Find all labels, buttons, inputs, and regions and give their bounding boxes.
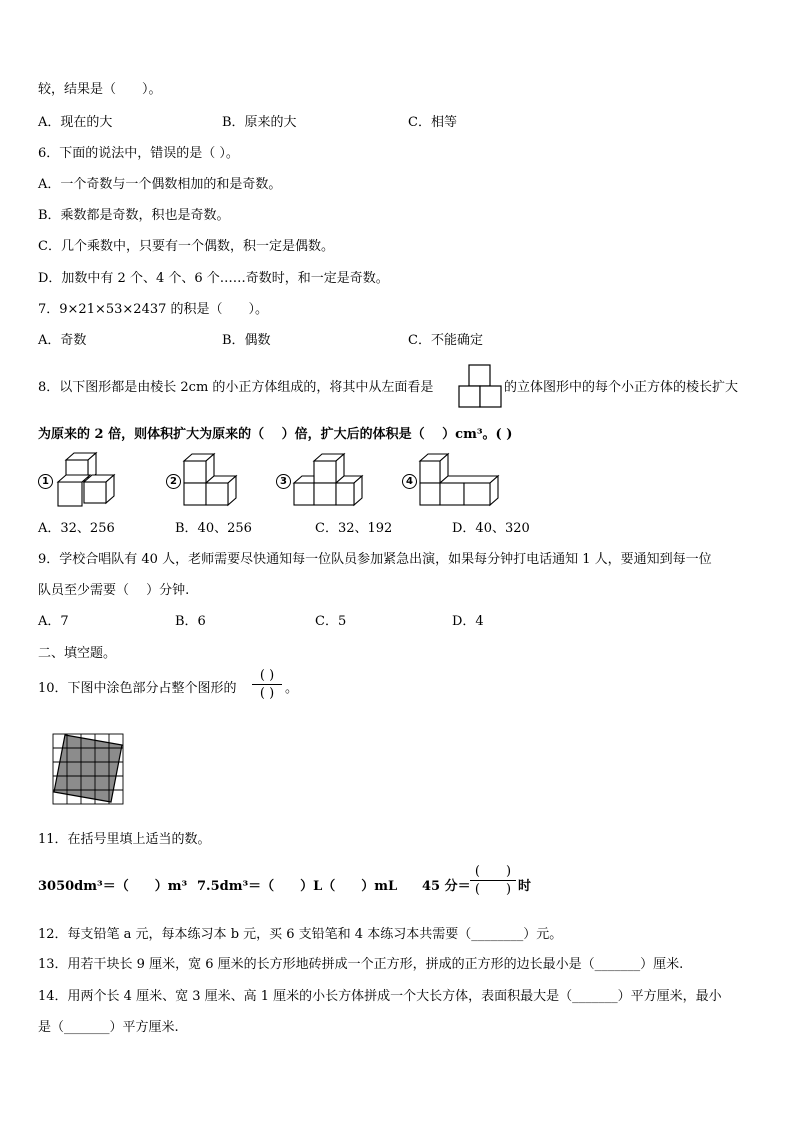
q9-option-c: C．5 xyxy=(315,614,347,629)
q7-stem: 7．9×21×53×2437 的积是（ ）。 xyxy=(38,302,269,317)
q8-option-b: B．40、256 xyxy=(175,521,252,536)
q8-option-c: C．32、192 xyxy=(315,521,393,536)
q10-fraction-denominator: ( ) xyxy=(259,686,275,701)
q14-line1: 14．用两个长 4 厘米、宽 3 厘米、高 1 厘米的小长方体拼成一个大长方体，表面积最大是（_______）平方厘米，最小 xyxy=(38,989,722,1004)
figure-label-1: 1 xyxy=(38,474,53,489)
q9-option-a: A．7 xyxy=(38,614,69,629)
q5-stem-tail: 较，结果是（ ）。 xyxy=(38,82,162,97)
q11-fraction-numerator: ( ) xyxy=(474,864,512,879)
q7-option-c: C．不能确定 xyxy=(408,333,483,348)
q14-line2: 是（_______）平方厘米. xyxy=(38,1020,179,1035)
q6-option-a: A．一个奇数与一个偶数相加的和是奇数。 xyxy=(38,177,282,192)
cube-figure-4 xyxy=(418,452,500,508)
grid-figure xyxy=(52,733,124,805)
q12-text: 12．每支铅笔 a 元，每本练习本 b 元，买 6 支铅笔和 4 本练习本共需要（________）元。 xyxy=(38,927,563,942)
cube-figure-2 xyxy=(182,452,238,508)
fraction-bar xyxy=(470,880,516,881)
left-view-figure xyxy=(458,364,502,410)
q11-fraction-denominator: ( ) xyxy=(474,882,512,897)
cube-figure-1 xyxy=(56,452,116,508)
q5-option-a: A．现在的大 xyxy=(38,115,113,130)
q6-stem: 6．下面的说法中，错误的是（ ）。 xyxy=(38,146,239,161)
q8-stem-part2: 的立体图形中的每个小正方体的棱长扩大 xyxy=(504,380,739,395)
figure-label-3: 3 xyxy=(276,474,291,489)
q7-option-a: A．奇数 xyxy=(38,333,87,348)
q9-option-d: D．4 xyxy=(452,614,484,629)
q11-stem: 11．在括号里填上适当的数。 xyxy=(38,832,211,847)
q9-stem-line1: 9．学校合唱队有 40 人，老师需要尽快通知每一位队员参加紧急出演，如果每分钟打电话通知 1 人，要通知到每一位 xyxy=(38,552,712,567)
q6-option-d: D．加数中有 2 个、4 个、6 个……奇数时，和一定是奇数。 xyxy=(38,271,389,286)
cube-figure-3 xyxy=(292,452,364,508)
q6-option-b: B．乘数都是奇数，积也是奇数。 xyxy=(38,208,230,223)
q10-fraction xyxy=(252,668,282,701)
q11-fraction xyxy=(470,864,516,897)
figure-label-4: 4 xyxy=(402,474,417,489)
q8-option-d: D．40、320 xyxy=(452,521,530,536)
q8-option-a: A．32、256 xyxy=(38,521,115,536)
figure-label-2: 2 xyxy=(166,474,181,489)
q6-option-c: C．几个乘数中，只要有一个偶数，积一定是偶数。 xyxy=(38,239,334,254)
section-title: 二、填空题。 xyxy=(38,646,117,661)
q8-stem-line2: 为原来的 2 倍，则体积扩大为原来的（ ）倍，扩大后的体积是（ ）cm³。( ) xyxy=(38,427,513,442)
q10-fraction-numerator: ( ) xyxy=(259,668,275,683)
q9-stem-line2: 队员至少需要（ ）分钟. xyxy=(38,583,190,598)
q8-stem-part1: 8．以下图形都是由棱长 2cm 的小正方体组成的，将其中从左面看是 xyxy=(38,380,434,395)
q7-option-b: B．偶数 xyxy=(222,333,271,348)
q11-item-2: 7.5dm³＝（ ）L（ ）mL xyxy=(197,879,398,894)
q13-text: 13．用若干块长 9 厘米，宽 6 厘米的长方形地砖拼成一个正方形，拼成的正方形的边长最小是（_______）厘米. xyxy=(38,957,684,972)
fraction-bar xyxy=(252,684,282,685)
q10-stem: 10．下图中涂色部分占整个图形的 xyxy=(38,681,237,696)
q11-item-3-prefix: 45 分＝ xyxy=(422,879,471,894)
q5-option-b: B．原来的大 xyxy=(222,115,297,130)
q11-item-1: 3050dm³＝（ ）m³ xyxy=(38,879,188,894)
q9-option-b: B．6 xyxy=(175,614,206,629)
q5-option-c: C．相等 xyxy=(408,115,457,130)
q11-item-3-suffix: 时 xyxy=(518,879,532,894)
q10-tail: 。 xyxy=(285,681,299,696)
